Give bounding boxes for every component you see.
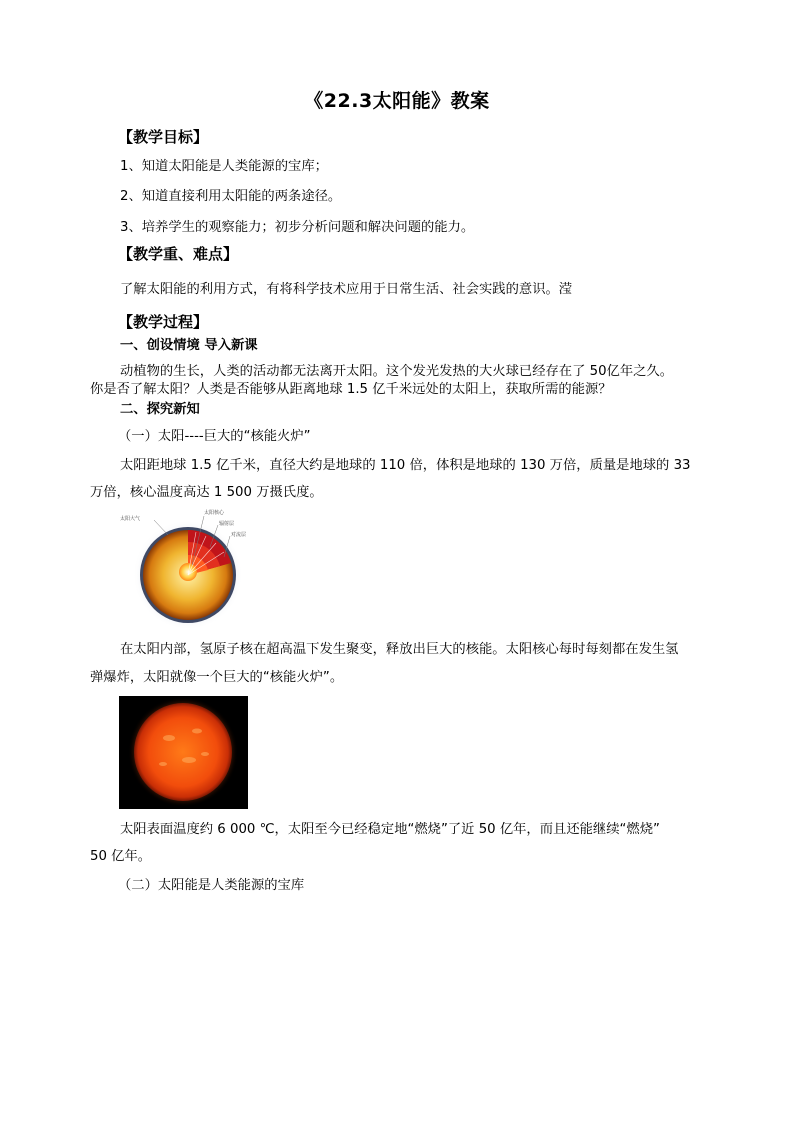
section-heading-process: 【教学过程】 [118,313,209,331]
part2-heading: 二、探究新知 [120,402,200,417]
sun-structure-diagram [118,505,258,630]
part1-line-1: 动植物的生长，人类的活动都无法离开太阳。这个发光发热的大火球已经存在了 50亿年之久。 [120,364,674,379]
keypoint-text: 了解太阳能的利用方式，有将科学技术应用于日常生活、社会实践的意识。滢 [120,282,573,297]
para2-line-2: 弹爆炸，太阳就像一个巨大的“核能火炉”。 [90,670,344,685]
sun-photo [119,696,248,809]
para1-line-1: 太阳距地球 1.5 亿千米，直径大约是地球的 110 倍，体积是地球的 130 万倍，质量是地球的 33 [120,458,691,473]
para2-line-1: 在太阳内部，氢原子核在超高温下发生聚变，释放出巨大的核能。太阳核心每时每刻都在发生氢 [120,642,679,657]
label-radiation-zone: 辐射层 [219,521,235,527]
goal-item-2: 2、知道直接利用太阳能的两条途径。 [120,189,342,204]
part1-line-2: 你是否了解太阳？人类是否能够从距离地球 1.5 亿千米远处的太阳上，获取所需的能源？ [90,382,612,397]
goal-item-1: 1、知道太阳能是人类能源的宝库； [120,159,328,174]
part1-heading: 一、创设情境 导入新课 [120,338,258,353]
page-title: 《22.3太阳能》教案 [304,90,490,112]
para3-line-1: 太阳表面温度约 6 000 ℃，太阳至今已经稳定地“燃烧”了近 50 亿年，而且还能继续“燃烧” [120,822,660,837]
section-heading-keypoints: 【教学重、难点】 [118,245,239,263]
para1-line-2: 万倍，核心温度高达 1 500 万摄氏度。 [90,485,323,500]
section-heading-goals: 【教学目标】 [118,128,209,146]
subsection-1-heading: （一）太阳----巨大的“核能火炉” [118,429,311,444]
para3-line-2: 50 亿年。 [90,849,152,864]
subsection-2-heading: （二）太阳能是人类能源的宝库 [118,878,305,893]
label-sun-core: 太阳核心 [204,510,225,516]
label-convection-zone: 对流层 [231,532,247,538]
label-sun-atmosphere: 太阳大气 [120,516,141,522]
goal-item-3: 3、培养学生的观察能力；初步分析问题和解决问题的能力。 [120,220,475,235]
